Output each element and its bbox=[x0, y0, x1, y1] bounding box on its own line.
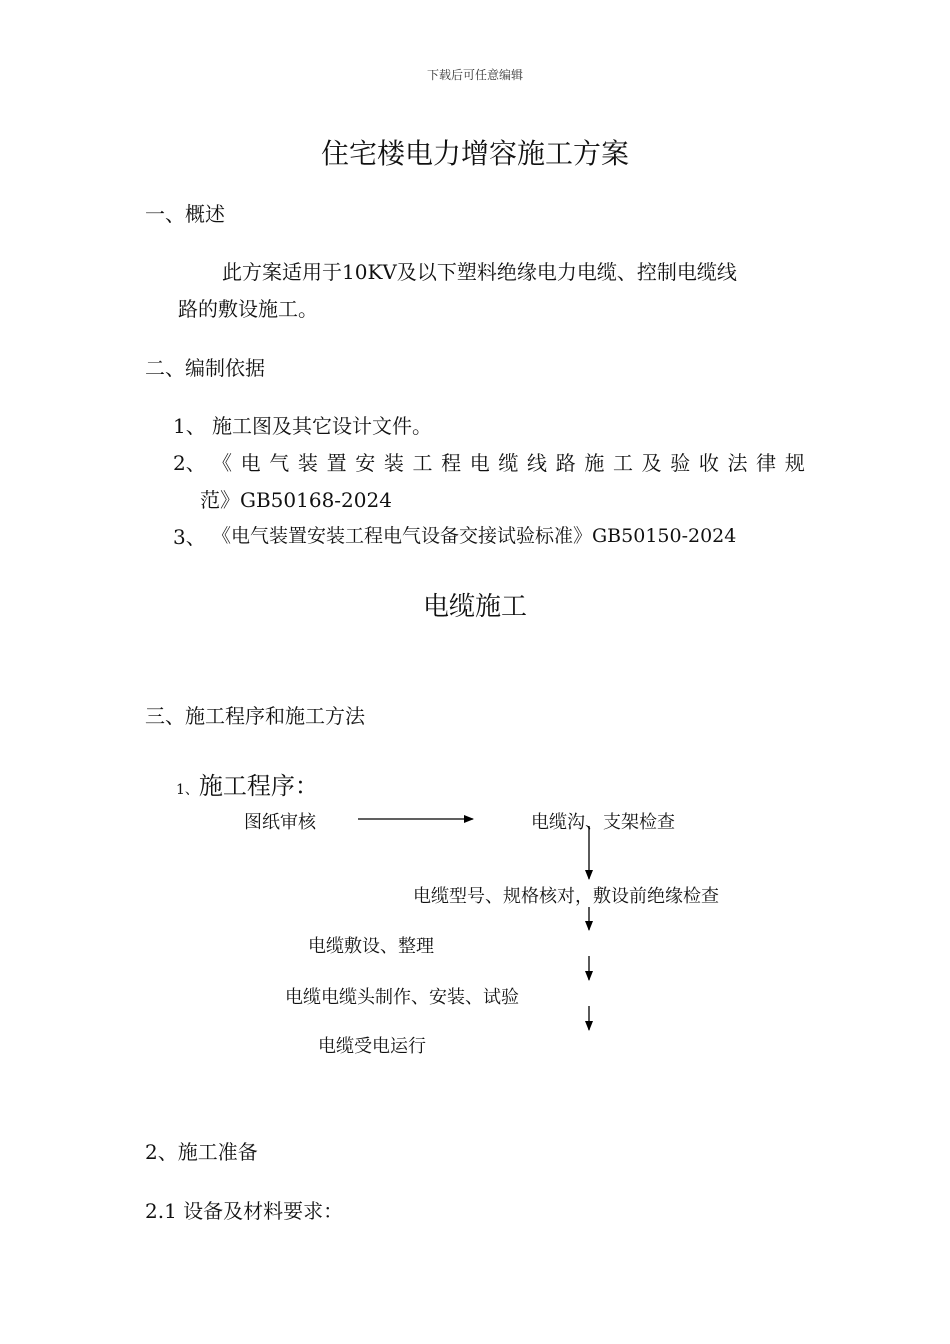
subsection-heading-equipment: 2.1 设备及材料要求： bbox=[145, 1199, 344, 1223]
flow-step-terminal-making: 电缆电缆头制作、安装、试验 bbox=[285, 987, 519, 1008]
basis-item-2-text-line1-content: 《 电 气 装 置 安 装 工 程 电 缆 线 路 施 工 及 验 收 法 律 规 bbox=[212, 451, 805, 475]
overview-paragraph-line2: 路的敷设施工。 bbox=[178, 297, 318, 321]
cable-construction-title: 电缆施工 bbox=[422, 592, 527, 622]
flow-step-energize: 电缆受电运行 bbox=[318, 1036, 426, 1057]
basis-item-2-number: 2、 bbox=[173, 451, 206, 475]
document-title: 住宅楼电力增容施工方案 bbox=[320, 137, 629, 170]
flow-step-model-check: 电缆型号、规格核对，敷设前绝缘检查 bbox=[413, 886, 719, 907]
basis-item-3-text: 《电气装置安装工程电气设备交接试验标准》GB50150-2024 bbox=[212, 525, 737, 547]
basis-item-1-number: 1、 bbox=[173, 414, 206, 438]
basis-item-2-text-line2: 范》GB50168-2024 bbox=[200, 488, 392, 512]
procedure-subheading-text: 施工程序： bbox=[198, 772, 319, 800]
section-heading-overview: 一、概述 bbox=[145, 202, 225, 226]
flow-step-cable-laying: 电缆敷设、整理 bbox=[308, 936, 434, 957]
basis-item-1-text: 施工图及其它设计文件。 bbox=[212, 414, 432, 438]
flow-step-drawing-review: 图纸审核 bbox=[244, 812, 316, 833]
flow-step-trench-check: 电缆沟、支架检查 bbox=[531, 812, 675, 833]
overview-paragraph-line1: 此方案适用于10KV及以下塑料绝缘电力电缆、控制电缆线 bbox=[222, 260, 737, 284]
section-heading-preparation: 2、施工准备 bbox=[145, 1140, 258, 1164]
procedure-subheading-number: 1、 bbox=[176, 782, 199, 798]
basis-item-3-number: 3、 bbox=[173, 525, 206, 549]
section-heading-basis: 二、编制依据 bbox=[145, 356, 265, 380]
section-heading-procedure: 三、施工程序和施工方法 bbox=[145, 704, 365, 728]
header-note: 下载后可任意编辑 bbox=[426, 68, 523, 82]
